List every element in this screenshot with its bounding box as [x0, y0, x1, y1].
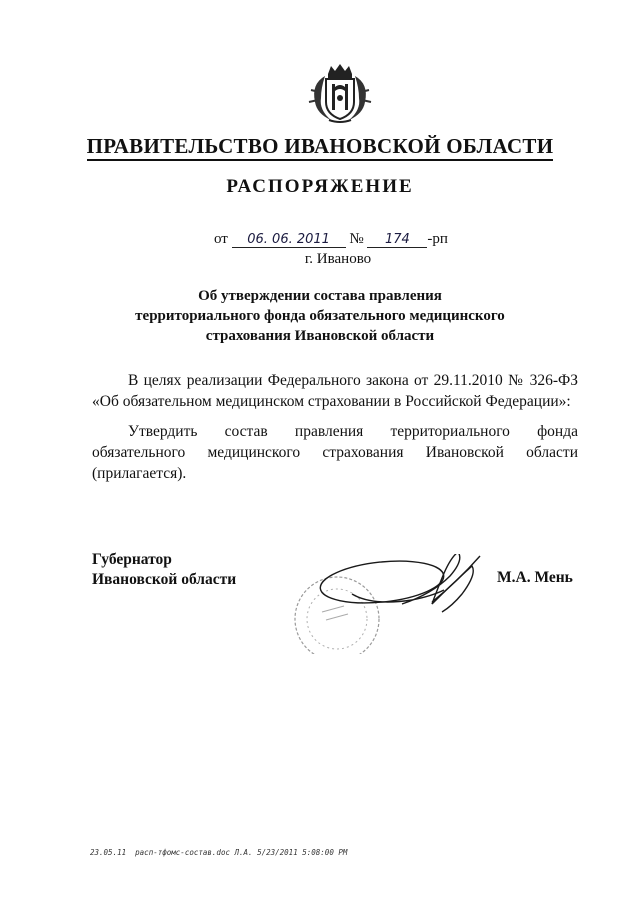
signatory-title: [92, 550, 236, 590]
signatory-title-line: Губернатор: [92, 551, 172, 568]
organization-title: ПРАВИТЕЛЬСТВО ИВАНОВСКОЙ ОБЛАСТИ: [0, 134, 640, 159]
subject-line: территориального фонда обязательного медицинского: [135, 308, 505, 324]
number-suffix: -рп: [427, 231, 448, 247]
date-value: 06. 06. 2011: [232, 232, 346, 248]
body-paragraph-order: Утвердить состав правления территориального фонда обязательного медицинского страхования Ивановской области (прилагается).: [92, 423, 578, 482]
city: г. Иваново: [304, 251, 372, 267]
signatory-name: М.А. Мень: [497, 569, 573, 586]
dateline: [214, 231, 448, 248]
document-type: РАСПОРЯЖЕНИЕ: [226, 176, 414, 197]
file-footer: 23.05.11 расп-тфомс-состав.doc Л.А. 5/23/2011 5:08:00 PM: [90, 848, 348, 857]
date-label: от: [214, 231, 228, 247]
subject-line: Об утверждении состава правления: [198, 288, 442, 304]
round-seal-stamp-icon: [295, 577, 379, 654]
signatory-title-line: Ивановской области: [92, 571, 237, 588]
subject-line: страхования Ивановской области: [205, 328, 435, 344]
seal-and-signature: [282, 554, 492, 654]
handwritten-signature-icon: [318, 554, 480, 612]
coat-of-arms-icon: [301, 62, 379, 124]
number-value: 174: [367, 232, 427, 248]
number-label: №: [349, 231, 364, 247]
subject-heading: [0, 286, 640, 346]
body-paragraph-preamble: В целях реализации Федерального закона от 29.11.2010 № 326-ФЗ «Об обязательном медицинском страховании в Российской Федерации»:: [92, 372, 578, 410]
